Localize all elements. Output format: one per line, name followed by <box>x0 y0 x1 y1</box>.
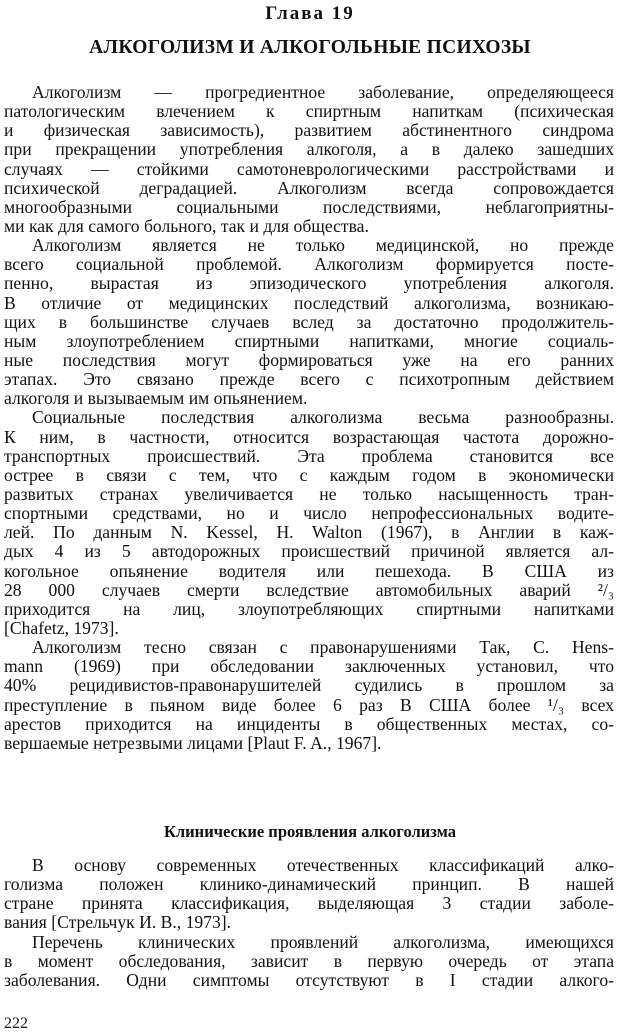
section-text <box>4 856 614 990</box>
text-line: психической деградацией. Алкоголизм всегда сопровождается <box>4 177 614 198</box>
text-line: ми как для самого больного, так и для общества. <box>4 215 369 236</box>
text-line: случаях — стойкими самотоневрологическими расстройствами и <box>4 158 614 179</box>
text-line: Перечень клинических проявлений алкоголизма, имеющихся <box>32 931 614 952</box>
text-line: этапах. Это связано прежде всего с психотропным действием <box>4 369 614 390</box>
text-line: дых 4 из 5 автодорожных происшествий причиной является ал- <box>4 541 614 562</box>
text-line: заболевания. Одни симптомы отсутствуют в I стадии алкого- <box>4 969 614 990</box>
section-heading: Клинические проявления алкоголизма <box>163 822 457 841</box>
text-line: ные последствия могут формироваться уже на его ранних <box>4 349 614 370</box>
page-number: 222 <box>4 1015 28 1032</box>
text-line: 28 000 случаев смерти вследствие автомобильных аварий ²/₃ <box>4 579 614 600</box>
text-line: пенно, вырастая из эпизодического употребления алкоголя. <box>4 273 614 294</box>
text-line: вания [Стрельчук И. В., 1973]. <box>4 912 232 933</box>
paragraph-3 <box>4 408 614 638</box>
text-line: спортными средствами, но и число непрофессиональных водите- <box>4 503 614 524</box>
text-line: когольное опьянение водителя или пешехода. В США из <box>4 560 614 581</box>
chapter-title: АЛКОГОЛИЗМ И АЛКОГОЛЬНЫЕ ПСИХОЗЫ <box>89 37 531 58</box>
text-line: в момент обследования, зависит в первую очередь от этапа <box>4 950 614 971</box>
chapter-heading: Глава 19 <box>265 3 355 24</box>
main-text <box>4 83 614 753</box>
paragraph-2 <box>4 236 614 408</box>
paragraph-5 <box>4 856 614 933</box>
text-line: 40% рецидивистов-правонарушителей судились в прошлом за <box>4 675 614 696</box>
text-line: арестов приходится на инциденты в общественных местах, со- <box>4 713 614 734</box>
text-line: острее в связи с тем, что с каждым годом в экономически <box>4 464 614 485</box>
paragraph-1 <box>4 83 614 236</box>
paragraph-6 <box>4 933 614 990</box>
text-line: Социальные последствия алкоголизма весьма разнообразны. <box>32 407 614 428</box>
text-line: голизма положен клинико-динамический принцип. В нашей <box>4 874 614 895</box>
text-line: алкоголя и вызываемым им опьянением. <box>4 388 308 409</box>
text-line: стране принята классификация, выделяющая 3 стадии заболе- <box>4 893 614 914</box>
text-line: В отличие от медицинских последствий алкоголизма, возникаю- <box>4 292 614 313</box>
text-line: патологическим влечением к спиртным напиткам (психическая <box>4 101 614 122</box>
text-line: и физическая зависимость), развитием абстинентного синдрома <box>4 120 614 141</box>
paragraph-4 <box>4 638 614 753</box>
text-line: преступление в пьяном виде более 6 раз В США более ¹/₃ всех <box>4 694 614 715</box>
text-line: К ним, в частности, относится возрастающая частота дорожно- <box>4 426 614 447</box>
text-line: всего социальной проблемой. Алкоголизм формируется посте- <box>4 254 614 275</box>
text-line: вершаемые нетрезвыми лицами [Plaut F. A., 1967]. <box>4 732 382 753</box>
text-line: приходится на лиц, злоупотребляющих спиртными напитками <box>4 598 614 619</box>
text-line: многообразными социальными последствиями, неблагоприятны- <box>4 196 614 217</box>
text-line: лей. По данным N. Kessel, H. Walton (1967), в Англии в каж- <box>4 522 614 543</box>
text-line: ным злоупотреблением спиртными напитками, многие социаль- <box>4 330 614 351</box>
text-line: при прекращении употребления алкоголя, а в далеко зашедших <box>4 139 614 160</box>
text-line: транспортных происшествий. Эта проблема становится все <box>4 445 614 466</box>
text-line: [Chafetz, 1973]. <box>4 617 119 638</box>
text-line: развитых странах увеличивается не только насыщенность тран- <box>4 483 614 504</box>
text-line: mann (1969) при обследовании заключенных установил, что <box>4 656 614 677</box>
text-line: Алкоголизм является не только медицинской, но прежде <box>32 235 614 256</box>
text-line: Алкоголизм тесно связан с правонарушениями Так, C. Hens- <box>32 637 614 658</box>
text-line: Алкоголизм — прогредиентное заболевание, определяющееся <box>32 82 614 102</box>
text-line: щих в большинстве случаев вслед за достаточно продолжитель- <box>4 311 614 332</box>
text-line: В основу современных отечественных классификаций алко- <box>32 855 614 875</box>
